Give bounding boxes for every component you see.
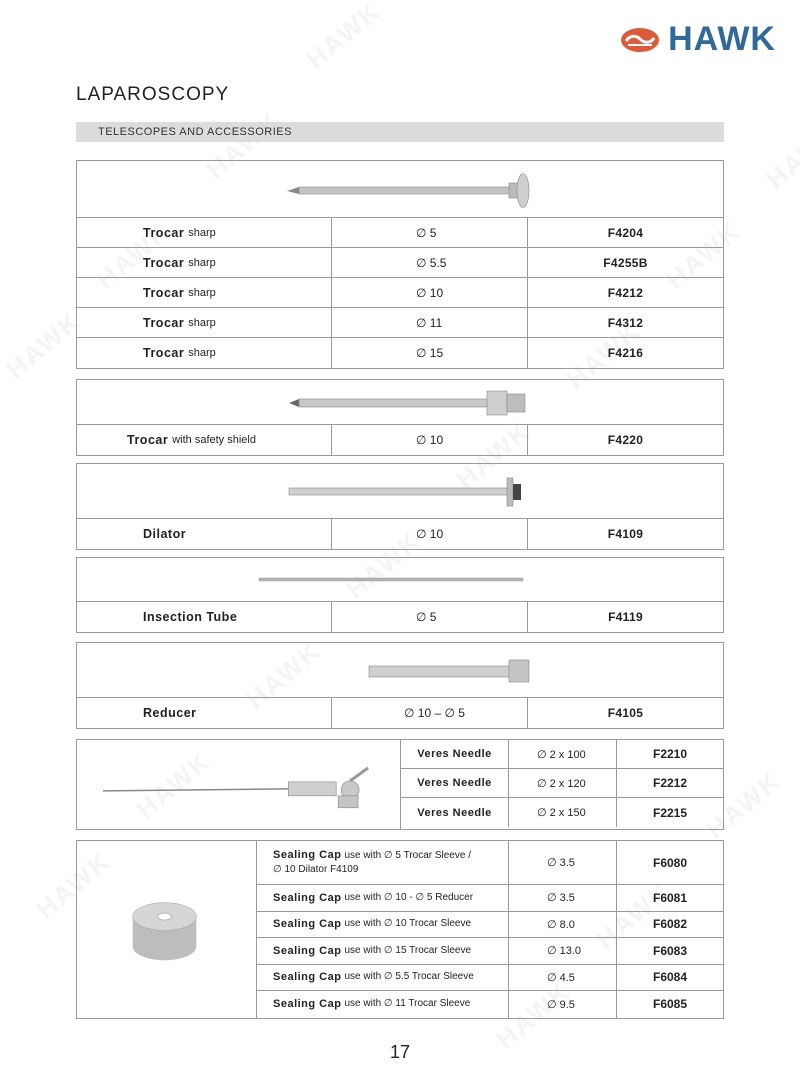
product-code: F4105: [607, 706, 644, 720]
product-name: Dilator: [143, 527, 187, 541]
product-desc: use with ∅ 5 Trocar Sleeve /: [344, 850, 472, 861]
veres-needle-block: [76, 739, 724, 830]
product-name: Insection Tube: [143, 610, 238, 624]
product-size: ∅ 3.5: [509, 885, 617, 911]
table-row: [401, 798, 723, 827]
reducer-illustration: [77, 643, 723, 698]
product-name: Sealing Cap: [273, 944, 342, 957]
table-row: [77, 248, 723, 278]
table-row: [77, 602, 723, 632]
product-desc: use with ∅ 10 Trocar Sleeve: [344, 918, 472, 930]
product-name: Trocar: [143, 225, 185, 240]
table-row: [77, 278, 723, 308]
product-desc: sharp: [188, 226, 216, 239]
table-row: [401, 769, 723, 798]
product-name: Veres Needle: [401, 769, 509, 797]
product-code: F4204: [607, 225, 644, 240]
product-code: F6083: [652, 943, 688, 958]
table-row: [401, 740, 723, 769]
sealing-cap-block: [76, 840, 724, 1019]
product-name: Trocar: [143, 346, 185, 360]
dilator-block: [76, 463, 724, 550]
product-desc: use with ∅ 5.5 Trocar Sleeve: [344, 971, 474, 983]
table-row: [77, 338, 723, 368]
product-size: ∅ 13.0: [509, 938, 617, 964]
product-code: F2212: [652, 776, 688, 790]
product-name: Veres Needle: [401, 798, 509, 827]
product-name: Sealing Cap: [273, 891, 342, 904]
product-code: F2210: [652, 747, 688, 761]
table-row: [257, 991, 723, 1018]
product-name: Reducer: [143, 706, 197, 720]
table-row: [257, 938, 723, 965]
product-code: F6080: [652, 855, 688, 870]
product-desc: use with ∅ 10 - ∅ 5 Reducer: [344, 891, 474, 903]
trocar-image: [77, 161, 723, 218]
watermark: [300, 0, 387, 75]
watermark: [760, 116, 800, 196]
reducer-block: [76, 642, 724, 729]
product-size: ∅ 5.5: [332, 248, 528, 277]
product-size: ∅ 10 – ∅ 5: [332, 698, 528, 728]
product-name: Veres Needle: [401, 740, 509, 768]
sealing-cap-image: [77, 841, 257, 1018]
table-row: [257, 912, 723, 939]
watermark: [0, 306, 87, 386]
dilator-illustration: [77, 464, 723, 519]
product-desc: use with ∅ 15 Trocar Sleeve: [344, 944, 472, 956]
table-row: [77, 698, 723, 728]
brand-mark-icon: [620, 27, 660, 53]
table-row: [77, 308, 723, 338]
product-code: F4216: [607, 346, 644, 360]
product-desc: with safety shield: [172, 434, 256, 446]
dilator-image: [77, 464, 723, 519]
product-desc: sharp: [188, 256, 216, 269]
product-size: ∅ 10: [332, 425, 528, 455]
product-size: ∅ 10: [332, 519, 528, 549]
table-row: [257, 841, 723, 885]
product-size: ∅ 15: [332, 338, 528, 368]
sealing-cap-illustration: [77, 841, 256, 1017]
table-row: [77, 519, 723, 549]
trocar-shield-block: [76, 379, 724, 456]
product-size: ∅ 5: [332, 218, 528, 247]
product-name: Trocar: [143, 315, 185, 330]
product-size: ∅ 2 x 100: [509, 740, 617, 768]
section-header: [76, 122, 724, 142]
trocar-shield-image: [77, 380, 723, 425]
trocar-shield-illustration: [77, 380, 723, 425]
product-code: F6082: [652, 917, 688, 932]
insection-tube-block: [76, 557, 724, 633]
insection-tube-image: [77, 558, 723, 602]
product-name: Sealing Cap: [273, 998, 342, 1011]
table-row: [257, 965, 723, 992]
veres-needle-image: [77, 740, 401, 829]
product-desc: sharp: [188, 316, 216, 329]
product-code: F4220: [607, 433, 644, 447]
product-code: F4119: [608, 610, 643, 624]
page-title: LAPAROSCOPY: [76, 84, 230, 105]
product-size: ∅ 2 x 120: [509, 769, 617, 797]
product-size: ∅ 10: [332, 278, 528, 307]
product-name: Sealing Cap: [273, 971, 342, 984]
trocar-illustration: [77, 161, 723, 218]
brand-logo: [620, 20, 776, 59]
product-name: Trocar: [143, 255, 185, 270]
product-size: ∅ 2 x 150: [509, 798, 617, 827]
product-code: F4212: [607, 285, 644, 300]
product-size: ∅ 8.0: [509, 912, 617, 938]
product-code: F4109: [607, 527, 644, 541]
product-size: ∅ 5: [332, 602, 528, 632]
table-row: [257, 885, 723, 912]
product-size: ∅ 9.5: [509, 991, 617, 1018]
product-size: ∅ 11: [332, 308, 528, 337]
product-name: Trocar: [127, 433, 169, 447]
insection-tube-illustration: [77, 558, 723, 602]
product-code: F6084: [652, 970, 688, 985]
product-desc: use with ∅ 11 Trocar Sleeve: [344, 998, 471, 1010]
product-size: ∅ 3.5: [509, 841, 617, 884]
product-size: ∅ 4.5: [509, 965, 617, 991]
table-row: [77, 425, 723, 455]
product-code: F2215: [652, 805, 688, 820]
product-name: Trocar: [143, 285, 185, 300]
product-desc: sharp: [188, 286, 216, 299]
table-row: [77, 218, 723, 248]
page-number: 17: [389, 1042, 411, 1062]
product-name: Sealing Cap: [273, 849, 342, 861]
product-code: F6081: [652, 890, 688, 905]
product-name: Sealing Cap: [273, 918, 342, 931]
product-desc: sharp: [188, 347, 216, 359]
trocar-sharp-block: [76, 160, 724, 369]
product-code: F4255B: [603, 255, 648, 270]
product-code: F6085: [652, 997, 688, 1012]
product-code: F4312: [607, 315, 644, 330]
product-desc-line2: ∅ 10 Dilator F4109: [273, 864, 359, 875]
brand-name: HAWK: [668, 20, 776, 58]
reducer-image: [77, 643, 723, 698]
section-title: TELESCOPES AND ACCESSORIES: [98, 126, 292, 138]
veres-needle-illustration: [77, 740, 400, 829]
